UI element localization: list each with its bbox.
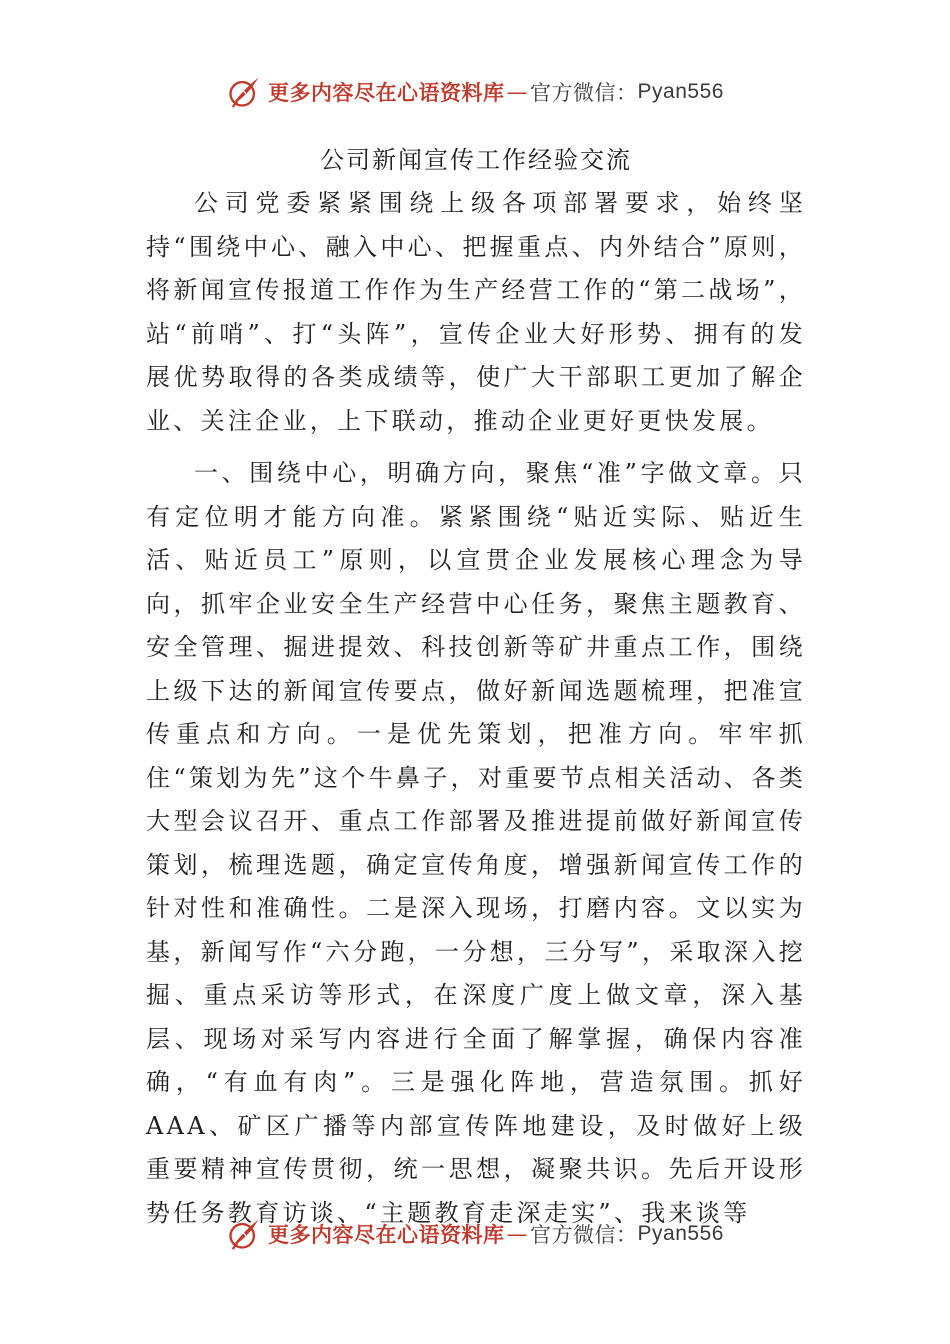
- quill-pen-logo-icon: [226, 1216, 262, 1252]
- watermark-dash: —: [506, 1222, 529, 1246]
- document-title: 公司新闻宣传工作经验交流: [320, 146, 632, 174]
- watermark-wechat-id: Pyan556: [637, 80, 724, 103]
- watermark-text: [268, 1219, 724, 1249]
- header-watermark-banner: [0, 70, 950, 114]
- document-body: [146, 140, 806, 1235]
- paragraph-intro: 公司党委紧紧围绕上级各项部署要求，始终坚持“围绕中心、融入中心、把握重点、内外结合”原则，将新闻宣传报道工作作为生产经营工作的“第二战场”，站“前哨”、打“头阵”，宣传企业大好形势、拥有的发展优势取得的各类成绩等，使广大干部职工更加了解企业、关注企业，上下联动，推动企业更好更快发展。: [146, 189, 806, 435]
- watermark-dash: —: [506, 80, 529, 104]
- watermark-text: [268, 77, 724, 107]
- watermark-main-text: 更多内容尽在心语资料库: [268, 1222, 505, 1247]
- quill-pen-logo-icon: [226, 74, 262, 110]
- watermark-wechat-id: Pyan556: [637, 1222, 724, 1245]
- paragraph-section-one: 一、围绕中心，明确方向，聚焦“准”字做文章。只有定位明才能方向准。紧紧围绕“贴近实际、贴近生活、贴近员工”原则，以宣贯企业发展核心理念为导向，抓牢企业安全生产经营中心任务，聚焦主题教育、安全管理、掘进提效、科技创新等矿井重点工作，围绕上级下达的新闻宣传要点，做好新闻选题梳理，把准宣传重点和方向。一是优先策划，把准方向。牢牢抓住“策划为先”这个牛鼻子，对重要节点相关活动、各类大型会议召开、重点工作部署及推进提前做好新闻宣传策划，梳理选题，确定宣传角度，增强新闻宣传工作的针对性和准确性。二是深入现场，打磨内容。文以实为基，新闻写作“六分跑，一分想，三分写”，采取深入挖掘、重点采访等形式，在深度广度上做文章，深入基层、现场对采写内容进行全面了解掌握，确保内容准确，“有血有肉”。三是强化阵地，营造氛围。抓好AAA、矿区广播等内部宣传阵地建设，及时做好上级重要精神宣传贯彻，统一思想，凝聚共识。先后开设形势任务教育访谈、“主题教育走深走实”、我来谈等: [146, 459, 806, 1227]
- watermark-wechat-label: 官方微信：: [530, 1223, 638, 1247]
- watermark-wechat-label: 官方微信：: [530, 81, 638, 105]
- footer-watermark-banner: [0, 1212, 950, 1256]
- watermark-main-text: 更多内容尽在心语资料库: [268, 80, 505, 105]
